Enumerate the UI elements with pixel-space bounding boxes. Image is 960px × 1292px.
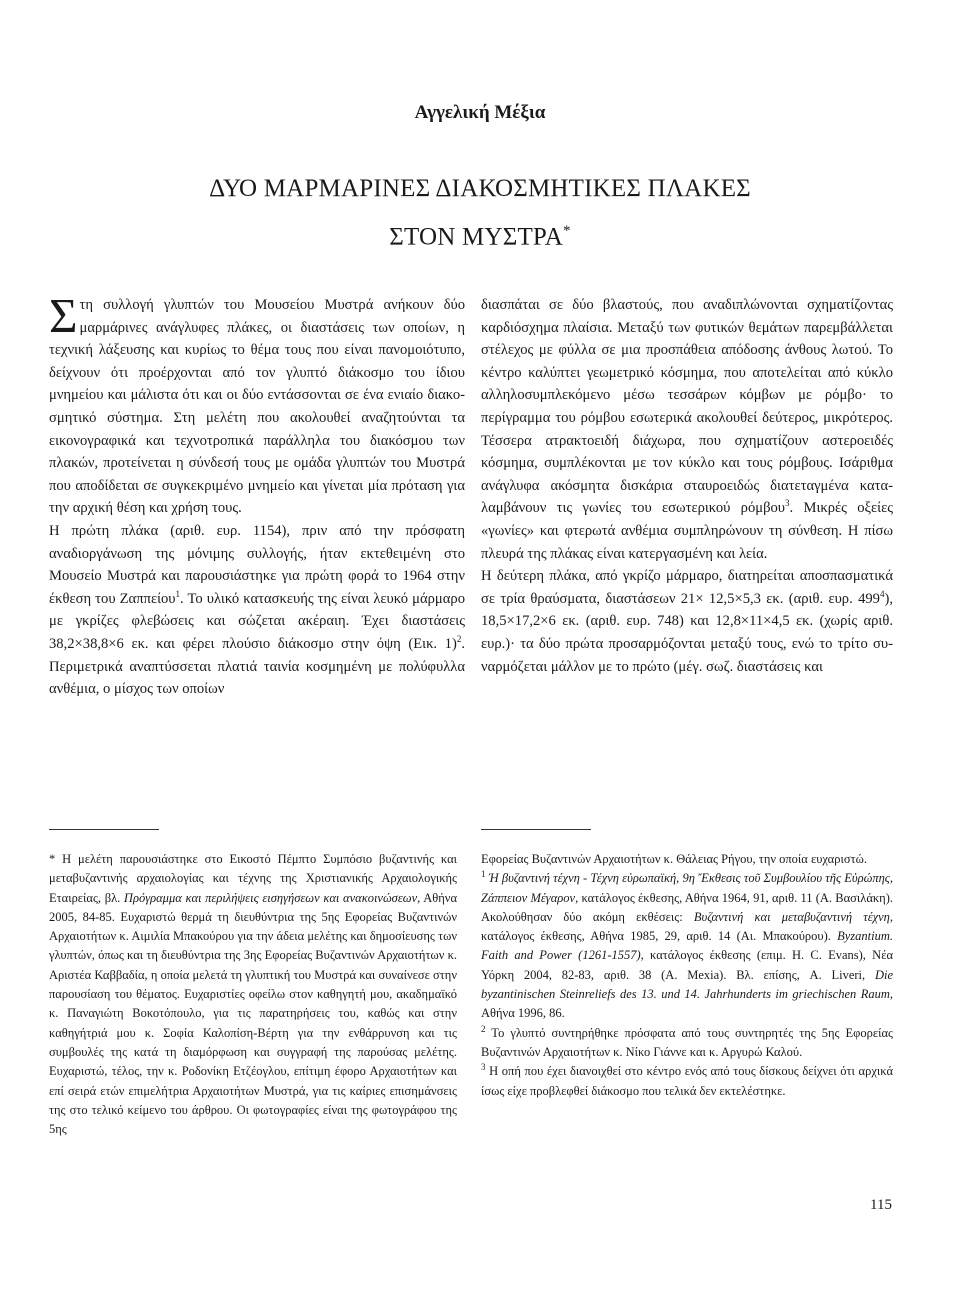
body-column-left (49, 288, 465, 701)
page-number: 115 (870, 1197, 892, 1213)
footnote-star-text-c-part2: Εφορείας Βυζαντινών Αρχαιοτήτων κ. Θάλειας Ρήγου, την οποία ευχαριστώ. (481, 852, 867, 866)
paragraph-2-text-b: . Το υλικό κατασκευής της είναι λευκό μάρμαρο με γκρίζες φλεβώσεις και σώζεται ακέραιη. Έχει διαστάσεις 38,2×38,8×6 εκ. και φέρει πλούσιο διάκοσμο στην όψη (Εικ. 1) (49, 590, 465, 652)
footnote-1-text-b: , κατάλογος έκθεσης, Αθήνα 1964, 91, αριθ. 11 (Α. Βασιλάκη). Ακολούθησαν δύο ακόμη εκθέσεις: (481, 890, 893, 924)
footnote-3 (481, 1062, 893, 1101)
footnote-star-italic: Πρόγραμμα και περιλήψεις εισηγήσεων και ανακοινώσεων (123, 890, 418, 905)
body-column-right (481, 294, 893, 678)
author-name: Αγγελική Μέξια (414, 102, 546, 123)
footnote-1-text-d: , κατάλογος έκθεσης, Αθήνα 1985, 29, αριθ. 14 (Αι. Μπακούρου). (481, 909, 893, 944)
footnote-rule-left (49, 829, 159, 830)
footnote-star-continued (481, 850, 893, 869)
footnote-rule-right (481, 829, 591, 830)
footnote-1-number: 1 (481, 869, 486, 880)
paragraph-2-text-a: Η πρώτη πλάκα (αριθ. ευρ. 1154), πριν από την πρόσφατη αναδιοργάνωση της μόνιμης συλλογής, ήταν εκτεθειμένη στο Μουσείο Μυστρά και παρουσιάστηκε για πρώτη φορά το 1964 στην έκθεση του Ζαππείου (49, 522, 465, 607)
article-title (0, 168, 960, 258)
footnote-star (49, 850, 457, 1139)
title-line-2 (0, 210, 960, 258)
paragraph-2-text-c-part1: . Περιμετρικά αναπτύσσεται πλατιά ταινία κοσμημένη με πολύφυλλα ανθέμια, ο μίσχος των οποίων (49, 635, 465, 698)
footnote-1-text-h: , Αθήνα 1996, 86. (481, 987, 893, 1021)
footnote-2-number: 2 (481, 1023, 486, 1034)
footnotes-column-left (49, 850, 457, 1139)
footnote-star-text-a: * Η μελέτη παρουσιάστηκε στο Εικοστό Πέμπτο Συμπόσιο βυζαντινής και μεταβυζαντινής αρχαιολογίας και τέχνης της Χριστιανικής Αρχαιολογικής Εταιρείας, βλ. (49, 852, 457, 905)
drop-cap: Σ (49, 288, 78, 343)
paragraph-2 (49, 520, 465, 701)
paragraph-3 (481, 565, 893, 678)
footnote-ref-2: 2 (456, 634, 462, 645)
footnote-ref-1: 1 (175, 588, 181, 599)
footnote-star-text-c-part1: , Αθήνα 2005, 84-85. Ευχαριστώ θερμά τη διευθύντρια της 5ης Εφορείας Βυζαντινών Αρχαιοτήτων κ. Αιμιλία Μπακούρου για την άδεια μελέτης και δημοσίευσης των γλυπτών, όπως και τη διευθύντρια της 3ης Εφορείας Βυζαντινών Αρχαιοτήτων κ. Αριστέα Καββαδία, η οποία μελετά τη γλυπτική του Μυστρά και συναίνεσε στην παρουσίαση του θέματος. Ευχαριστίες οφείλω στον καθηγητή μου, ακαδημαϊκό κ. Παναγιώτη Βοκοτόπουλο, για τις παρατηρήσεις του, καθώς και στην καθηγήτριά μου κ. Σοφία Καλοπίση-Βέρτη για την ενθάρρυνση και τις συμβουλές της κατά τη διαμόρφωση και συγγραφή της παρούσας μελέτης. Ευχαριστώ, τέλος, την κ. Ροδονίκη Ετζέογλου, επίτιμη έφορο Αρχαιοτήτων και επί σειρά ετών επιμελήτρια Αρχαιοτήτων Μυστρά, για τις καίριες επισημάνσεις της στο τελικό κείμενο του άρθρου. Οι φωτογραφίες είναι της φωτογράφου της 5ης (49, 890, 458, 1137)
footnote-2-text: Το γλυπτό συντηρήθηκε πρόσφατα από τους συντηρητές της 5ης Εφορείας Βυζαντινών Αρχαιοτήτων κ. Νίκο Γιάννε και κ. Αργυρώ Καλού. (481, 1025, 893, 1059)
footnote-1-italic-g: Die byzantinischen Steinreliefs des 13. und 14. Jahrhunderts im griechischen Raum (481, 967, 893, 1002)
footnote-1-italic-a: Ή βυζαντινή τέχνη - Τέχνη εὐρωπαϊκή, 9η Ἔκθεσις τοῦ Συμβουλίου τῆς Εὐρώπης, Ζάππειον Μέγαρον (481, 871, 893, 905)
paragraph-2-text-d: . Μικρές οξείες «γωνίες» και φτερωτά ανθέμια συμπληρώνουν τη σύνθεση. Η πίσω πλευρά της πλάκας είναι κατεργασμένη και λεία. (481, 500, 893, 562)
footnote-1-italic-c: Βυζαντινή και μεταβυζαντινή τέχνη (693, 909, 890, 924)
paragraph-2-continued (481, 294, 893, 565)
footnote-2 (481, 1024, 893, 1063)
footnote-1 (481, 869, 893, 1023)
title-footnote-mark: * (563, 223, 571, 239)
footnote-3-number: 3 (481, 1062, 486, 1073)
paragraph-3-text-b: ), 18,5×17,2×6 εκ. (αριθ. ευρ. 748) και 12,8×11×4,5 εκ. (χωρίς αριθ. ευρ.)· τα δύο πρώτα προσαρμόζονται μεταξύ τους, ενώ το τρίτο συναρμόζεται μάλλον με το πρώτο (μέγ. σωζ. διαστάσεις και (481, 590, 893, 675)
title-line-1: ΔΥΟ ΜΑΡΜΑΡΙΝΕΣ ΔΙΑΚΟΣΜΗΤΙΚΕΣ ΠΛΑΚΕΣ (209, 175, 751, 202)
paragraph-1 (49, 288, 465, 520)
footnote-1-italic-e: Byzantium. Faith and Power (1261-1557) (481, 929, 893, 963)
footnotes-column-right (481, 850, 893, 1101)
footnote-ref-4: 4 (879, 588, 885, 599)
paragraph-2-text-c-part2: διασπάται σε δύο βλαστούς, που αναδιπλώνονται σχηματίζοντας καρδιόσχημα πλαίσια. Μεταξύ των φυτικών θεμάτων παρεμβάλλεται στέλεχος με φύλλα σε μια προσπάθεια απόδοσης άνθους λωτού. Το κέντρο καλύπτει γεωμετρικό κόσμημα, που αποτελείται από κύκλο αλληλοσυμπλεκόμενο μέσω τεσσάρων κόμβων με ρόμβο· το περίγραμμα του ρόμβου εσωτερικά ακολουθεί δεύτερος, μικρότερος. Τέσσερα ατρακτοειδή διάχωρα, που σχηματίζουν αστεροειδές κόσμημα, συμπλέκονται με τον κύκλο και τους ρόμβους. Ισάριθμα ανάγλυφα ακόσμητα δισκάρια σταυροειδώς διατεταγμένα καταλαμβάνουν τις γωνίες του εσωτερικού ρόμβου (481, 297, 893, 517)
footnote-3-text: Η οπή που έχει διανοιχθεί στο κέντρο ενός από τους δίσκους δείχνει ότι αρχικά ίσως είχε προβλεφθεί διάκοσμο που τελικά δεν εκτελέστηκε. (481, 1064, 893, 1098)
footnote-1-text-f: , κατάλογος έκθεσης (επιμ. H. C. Evans), Νέα Υόρκη 2004, 82-83, αριθ. 38 (A. Mexia). Βλ. επίσης, A. Liveri, (481, 948, 893, 982)
paragraph-1-text: τη συλλογή γλυπτών του Μουσείου Μυστρά ανήκουν δύο μαρμάρινες ανάγλυφες πλάκες, οι διαστάσεις των οποίων, η τεχνική λάξευσης και κυρίως το θέμα τους που είναι πανομοιότυπο, δείχνουν ότι προέρχονται από τον γλυπτό διάκοσμο του ίδιου μνημείου και μάλιστα ότι και οι δύο εντάσσονται σε ένα ενιαίο διακοσμητικό σύστημα. Στη μελέτη που ακολουθεί αναζητούνται τα εικονογραφικά και τεχνοτροπικά παράλληλα του διακόσμου των πλακών, προτείνεται η σύνδεσή τους με ομάδα γλυπτών του Μυστρά που αποδίδεται σε συγκεκριμένο μνημείο και γίνεται μία πρόταση για την αρχική θέση και χρήση τους. (49, 297, 465, 517)
footnote-ref-3: 3 (785, 498, 790, 509)
title-line-2-text: ΣΤΟΝ ΜΥΣΤΡΑ (389, 223, 564, 251)
paragraph-3-text-a: Η δεύτερη πλάκα, από γκρίζο μάρμαρο, διατηρείται αποσπασματικά σε τρία θραύσματα, διαστάσεων 21× 12,5×5,3 εκ. (αριθ. ευρ. 499 (481, 568, 893, 607)
